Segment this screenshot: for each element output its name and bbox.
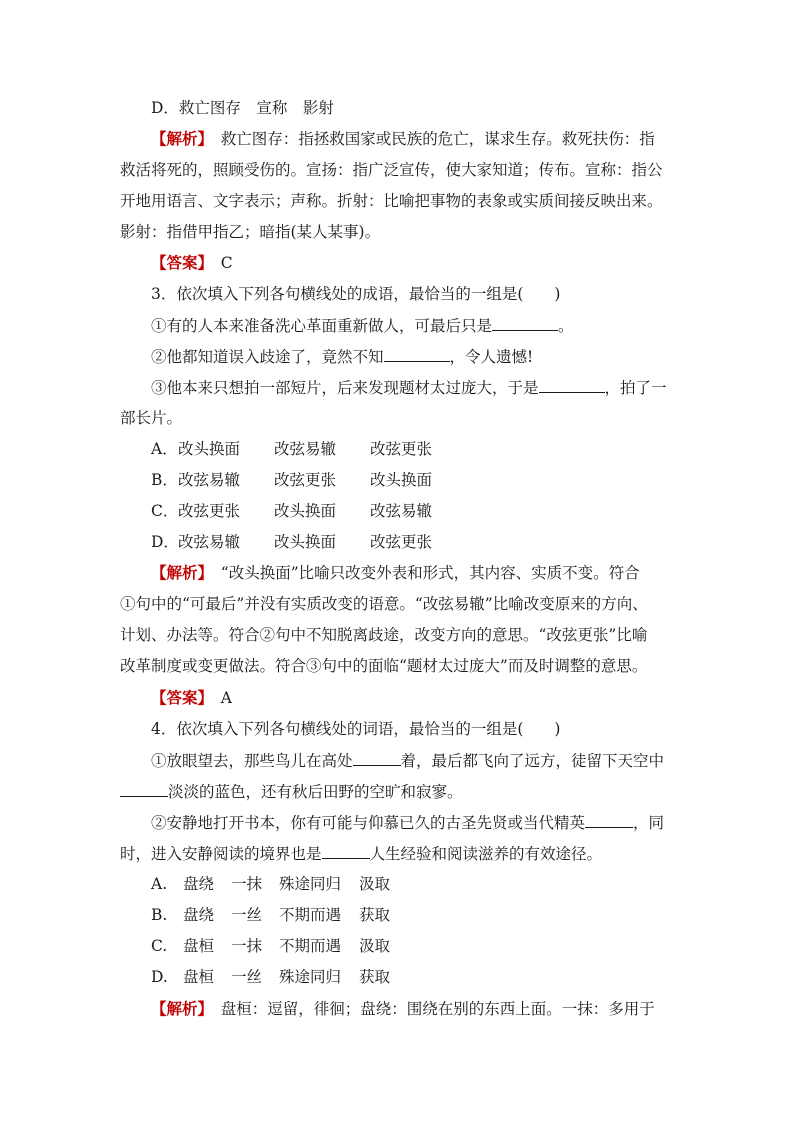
q2-answer: [151, 253, 676, 273]
q3-sentence-3-cont: 部长片。: [120, 409, 183, 427]
analysis-tag: 【解析】: [151, 999, 206, 1018]
q3-answer: [151, 688, 676, 708]
answer-value: A: [220, 689, 232, 707]
fill-blank: [120, 781, 168, 797]
q3-analysis-line-4: 改革制度或变更做法。符合③句中的面临“题材太过庞大”而及时调整的意思。: [120, 657, 648, 675]
fill-blank: [585, 812, 633, 828]
q2-analysis-line-4: 影射：指借甲指乙；暗指(某人某事)。: [120, 223, 381, 241]
q2-option-d: D．救亡图存 宣称 影射: [151, 99, 334, 117]
q4-option-c: C. 盘桓 一抹 不期而遇 汲取: [151, 937, 391, 955]
q3-sentence-2: ②他都知道误入歧途了，竟然不知 ，令人遗憾!: [151, 348, 534, 366]
analysis-tag: 【解析】: [151, 563, 206, 582]
q3-sentence-1: ①有的人本来准备洗心革面重新做人，可最后只是 。: [151, 317, 574, 335]
q2-analysis-line-2: 救活将死的，照顾受伤的。宣扬：指广泛宣传，使大家知道；传布。宣称：指公: [120, 161, 663, 179]
fill-blank: [492, 315, 558, 331]
fill-blank: [353, 750, 401, 766]
q2-analysis-line-3: 开地用语言、文字表示；声称。折射：比喻把事物的表象或实质间接反映出来。: [120, 192, 663, 210]
q4-option-b: B. 盘绕 一丝 不期而遇 获取: [151, 906, 391, 924]
answer-tag: 【答案】: [151, 253, 206, 272]
q3-option-d: D．改弦易辙 改头换面 改弦更张: [151, 533, 433, 551]
q4-sentence-1: ①放眼望去，那些鸟儿在高处 着，最后都飞向了远方，徒留下天空中: [151, 752, 665, 770]
q4-stem: 4．依次填入下列各句横线处的词语，最恰当的一组是( ): [151, 720, 561, 738]
q4-sentence-1-cont: 淡淡的蓝色，还有秋后田野的空旷和寂寥。: [120, 781, 676, 802]
answer-value: C: [220, 254, 233, 272]
q4-sentence-2: ②安静地打开书本，你有可能与仰慕已久的古圣先贤或当代精英 ，同: [151, 814, 665, 832]
q3-option-b: B．改弦易辙 改弦更张 改头换面: [151, 471, 433, 489]
q3-sentence-3: ③他本来只想拍一部短片，后来发现题材太过庞大，于是 ，拍了一: [151, 379, 667, 397]
q3-analysis-line-3: 计划、办法等。符合②句中不知脱离歧途，改变方向的意思。“改弦更张”比喻: [120, 626, 648, 644]
q3-analysis-line-2: ①句中的“可最后”并没有实质改变的语意。“改弦易辙”比喻改变原来的方向、: [120, 595, 648, 613]
analysis-tag: 【解析】: [151, 129, 206, 148]
answer-tag: 【答案】: [151, 688, 206, 707]
fill-blank: [384, 346, 450, 362]
fill-blank: [322, 843, 370, 859]
q4-analysis-line-1: 【解析】 盘桓：逗留，徘徊；盘绕：围绕在别的东西上面。一抹：多用于: [151, 999, 655, 1018]
fill-blank: [539, 377, 605, 393]
q4-sentence-2-cont: 时，进入安静阅读的境界也是 人生经验和阅读滋养的有效途径。: [120, 845, 603, 863]
q2-analysis-line-1: 【解析】 救亡图存：指拯救国家或民族的危亡，谋求生存。救死扶伤：指: [151, 129, 655, 148]
q3-analysis-line-1: 【解析】 “改头换面”比喻只改变外表和形式，其内容、实质不变。符合: [151, 563, 640, 582]
q4-option-a: A. 盘绕 一抹 殊途同归 汲取: [151, 875, 391, 893]
q3-option-c: C．改弦更张 改头换面 改弦易辙: [151, 502, 433, 520]
q4-option-d: D. 盘桓 一丝 殊途同归 获取: [151, 968, 391, 986]
q3-stem: 3．依次填入下列各句横线处的成语，最恰当的一组是( ): [151, 285, 561, 303]
q3-option-a: A．改头换面 改弦易辙 改弦更张: [151, 440, 433, 458]
